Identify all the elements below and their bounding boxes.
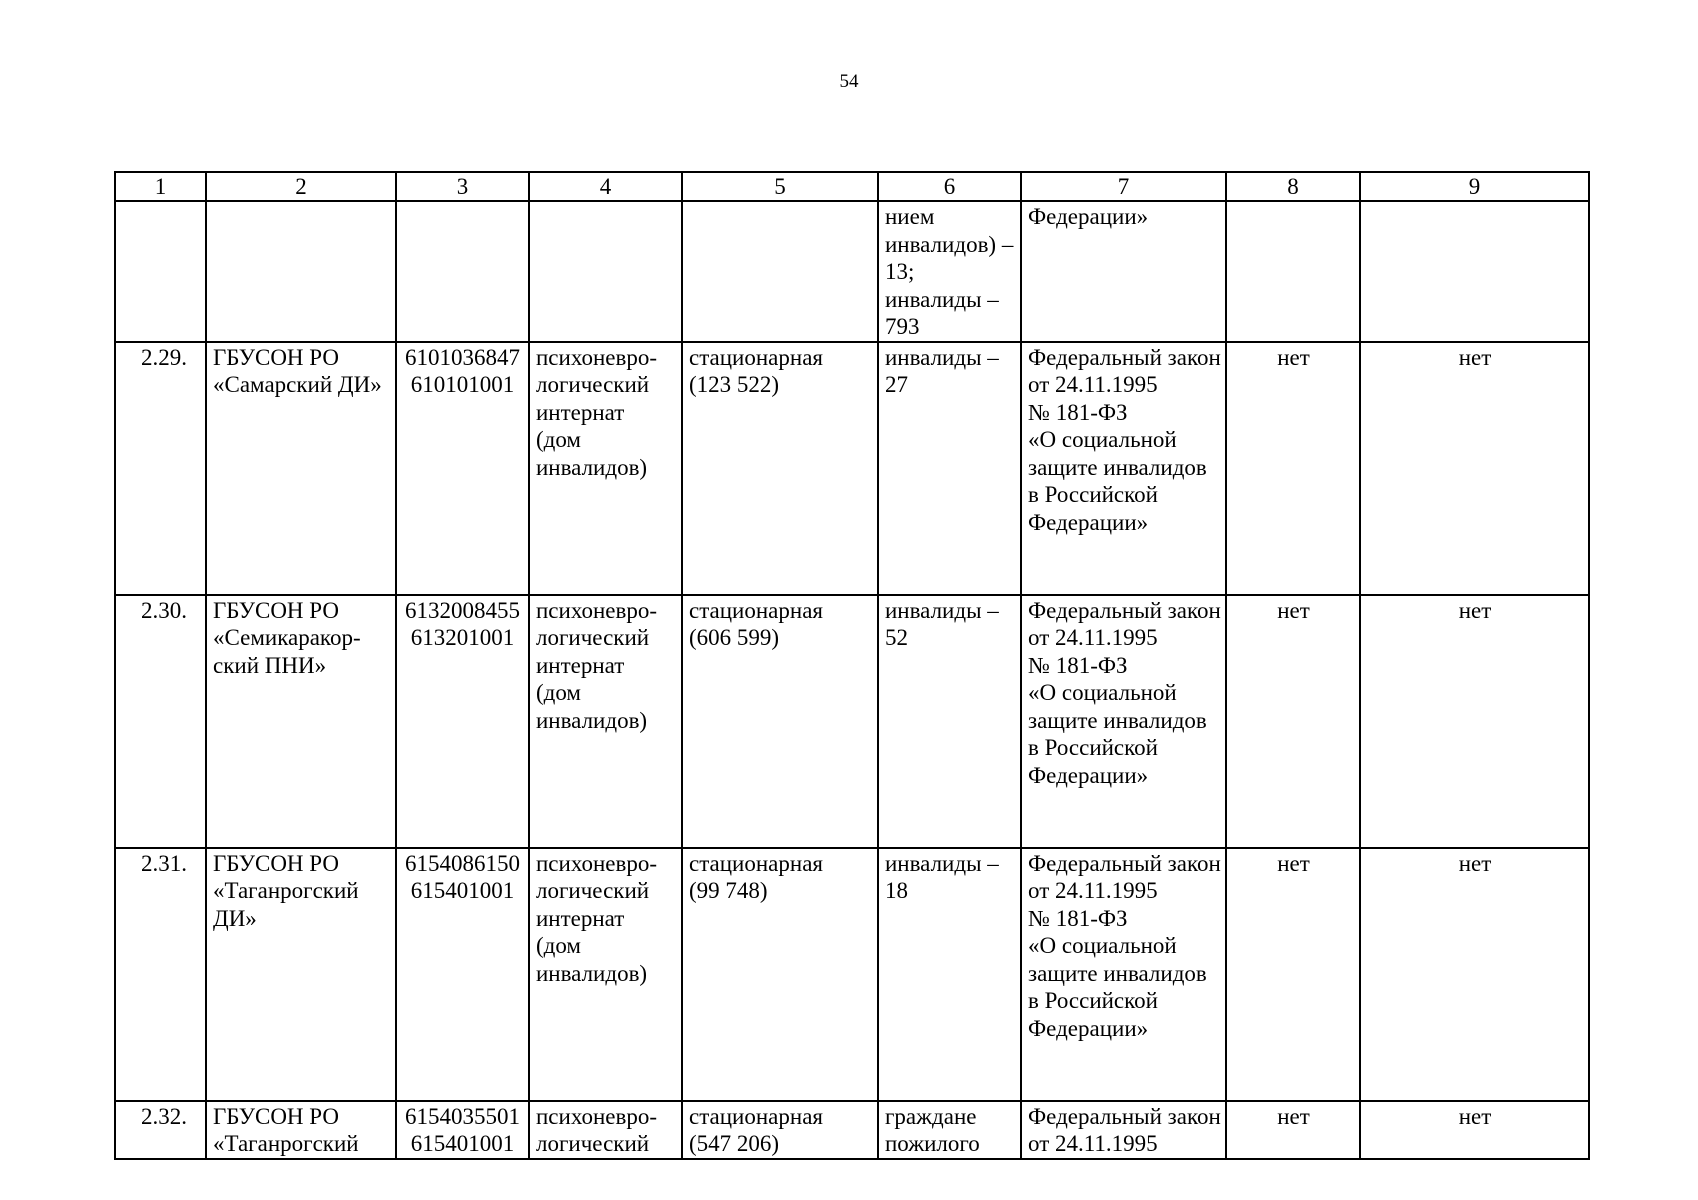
text-line: инвалидов) – [885, 231, 1014, 257]
kpp-value: 615401001 [410, 1131, 515, 1156]
text-line: Федерации» [1028, 1015, 1149, 1041]
recipients-cell [878, 595, 1021, 848]
row-number: 2.32. [115, 1101, 206, 1159]
empty-cell [206, 201, 396, 342]
text-line: «Семикаракор- [213, 625, 361, 650]
service-form-cell [682, 848, 878, 1101]
inn-value: 6132008455 [405, 597, 520, 623]
empty-cell [682, 201, 878, 342]
table-row [115, 848, 1589, 1101]
text-line: инвалиды – [885, 597, 999, 623]
table-row [115, 595, 1589, 848]
text-line: инвалидов) [536, 707, 648, 733]
text-line: 793 [885, 314, 920, 339]
row-number: 2.29. [115, 342, 206, 595]
col9-value: нет [1360, 342, 1589, 595]
text-line: «О социальной [1028, 933, 1177, 958]
text-line: интернат [536, 652, 625, 678]
empty-cell [529, 201, 682, 342]
column-number: 8 [1226, 172, 1360, 201]
text-line: в Российской [1028, 482, 1158, 507]
text-line: ГБУСОН РО [213, 850, 339, 876]
law-cell [1021, 201, 1226, 342]
empty-cell [1360, 201, 1589, 342]
col8-value: нет [1226, 1101, 1360, 1159]
institution-name-cell [206, 848, 396, 1101]
recipients-cell [878, 848, 1021, 1101]
kpp-value: 613201001 [410, 625, 515, 650]
text-line: от 24.11.1995 [1028, 372, 1158, 397]
text-line: от 24.11.1995 [1028, 625, 1158, 650]
text-line: (99 748) [689, 878, 768, 903]
text-line: логический [536, 625, 650, 650]
text-line: «Самарский ДИ» [213, 372, 382, 397]
text-line: инвалиды – [885, 850, 999, 876]
text-line: инвалиды – [885, 286, 999, 312]
inn-kpp-cell [396, 848, 529, 1101]
column-number: 1 [115, 172, 206, 201]
row-number: 2.30. [115, 595, 206, 848]
text-line: 27 [885, 372, 908, 397]
text-line: граждане [885, 1103, 977, 1129]
text-line: инвалидов) [536, 960, 648, 986]
text-line: пожилого [885, 1131, 980, 1156]
service-form-cell [682, 1101, 878, 1159]
text-line: защите инвалидов [1028, 454, 1207, 480]
text-line: стационарная [689, 344, 823, 370]
column-number: 3 [396, 172, 529, 201]
text-line: (дом [536, 680, 581, 705]
service-form-cell [682, 342, 878, 595]
column-number-row [115, 172, 1589, 201]
law-cell [1021, 848, 1226, 1101]
col9-value: нет [1360, 1101, 1589, 1159]
table-row [115, 342, 1589, 595]
text-line: логический [536, 878, 650, 903]
col9-value: нет [1360, 595, 1589, 848]
col9-value: нет [1360, 848, 1589, 1101]
institution-type-cell [529, 1101, 682, 1159]
institution-type-cell [529, 342, 682, 595]
recipients-cell [878, 201, 1021, 342]
row-number: 2.31. [115, 848, 206, 1101]
institution-type-cell [529, 595, 682, 848]
text-line: инвалидов) [536, 454, 648, 480]
empty-cell [1226, 201, 1360, 342]
page-number: 54 [839, 71, 859, 92]
inn-kpp-cell [396, 595, 529, 848]
text-line: интернат [536, 905, 625, 931]
continuation-row [115, 201, 1589, 342]
column-number: 9 [1360, 172, 1589, 201]
text-line: (дом [536, 933, 581, 958]
text-line: нием [885, 204, 935, 229]
text-line: № 181-ФЗ [1028, 652, 1128, 678]
text-line: инвалиды – [885, 344, 999, 370]
recipients-cell [878, 342, 1021, 595]
institution-name-cell [206, 1101, 396, 1159]
text-line: «Таганрогский [213, 1131, 359, 1156]
table-row [115, 1101, 1589, 1159]
text-line: стационарная [689, 850, 823, 876]
text-line: защите инвалидов [1028, 960, 1207, 986]
column-number: 2 [206, 172, 396, 201]
text-line: ГБУСОН РО [213, 1103, 339, 1129]
text-line: 18 [885, 878, 908, 903]
text-line: № 181-ФЗ [1028, 399, 1128, 425]
inn-kpp-cell [396, 342, 529, 595]
text-line: «О социальной [1028, 680, 1177, 705]
text-line: ДИ» [213, 905, 257, 931]
text-line: Федеральный закон [1028, 850, 1221, 876]
column-number: 6 [878, 172, 1021, 201]
text-line: ГБУСОН РО [213, 344, 339, 370]
column-number: 5 [682, 172, 878, 201]
law-cell [1021, 595, 1226, 848]
text-line: стационарная [689, 597, 823, 623]
text-line: психоневро- [536, 850, 657, 876]
kpp-value: 610101001 [410, 372, 515, 397]
text-line: стационарная [689, 1103, 823, 1129]
text-line: № 181-ФЗ [1028, 905, 1128, 931]
column-number: 7 [1021, 172, 1226, 201]
text-line: защите инвалидов [1028, 707, 1207, 733]
text-line: (123 522) [689, 372, 780, 397]
institution-type-cell [529, 848, 682, 1101]
text-line: (606 599) [689, 625, 780, 650]
text-line: Федеральный закон [1028, 344, 1221, 370]
text-line: 13; [885, 259, 915, 284]
column-number: 4 [529, 172, 682, 201]
inn-value: 6154086150 [405, 850, 520, 876]
kpp-value: 615401001 [410, 878, 515, 903]
recipients-cell [878, 1101, 1021, 1159]
col8-value: нет [1226, 595, 1360, 848]
text-line: ГБУСОН РО [213, 597, 339, 623]
text-line: (дом [536, 427, 581, 452]
inn-value: 6154035501 [405, 1103, 520, 1129]
empty-cell [115, 201, 206, 342]
text-line: (547 206) [689, 1131, 780, 1156]
text-line: психоневро- [536, 344, 657, 370]
text-line: логический [536, 1131, 650, 1156]
text-line: интернат [536, 399, 625, 425]
text-line: в Российской [1028, 988, 1158, 1013]
text-line: Федерации» [1028, 762, 1149, 788]
institutions-table [114, 171, 1590, 1160]
text-line: Федерации» [1028, 509, 1149, 535]
text-line: в Российской [1028, 735, 1158, 760]
service-form-cell [682, 595, 878, 848]
text-line: от 24.11.1995 [1028, 878, 1158, 903]
institution-name-cell [206, 342, 396, 595]
inn-value: 6101036847 [405, 344, 520, 370]
text-line: Федеральный закон [1028, 597, 1221, 623]
empty-cell [396, 201, 529, 342]
law-cell [1021, 1101, 1226, 1159]
col8-value: нет [1226, 848, 1360, 1101]
text-line: Федеральный закон [1028, 1103, 1221, 1129]
text-line: от 24.11.1995 [1028, 1131, 1158, 1156]
inn-kpp-cell [396, 1101, 529, 1159]
text-line: «Таганрогский [213, 878, 359, 903]
institution-name-cell [206, 595, 396, 848]
text-line: 52 [885, 625, 908, 650]
text-line: психоневро- [536, 1103, 657, 1129]
text-line: логический [536, 372, 650, 397]
law-cell [1021, 342, 1226, 595]
col8-value: нет [1226, 342, 1360, 595]
text-line: Федерации» [1028, 204, 1149, 229]
text-line: психоневро- [536, 597, 657, 623]
text-line: «О социальной [1028, 427, 1177, 452]
text-line: ский ПНИ» [213, 652, 327, 678]
